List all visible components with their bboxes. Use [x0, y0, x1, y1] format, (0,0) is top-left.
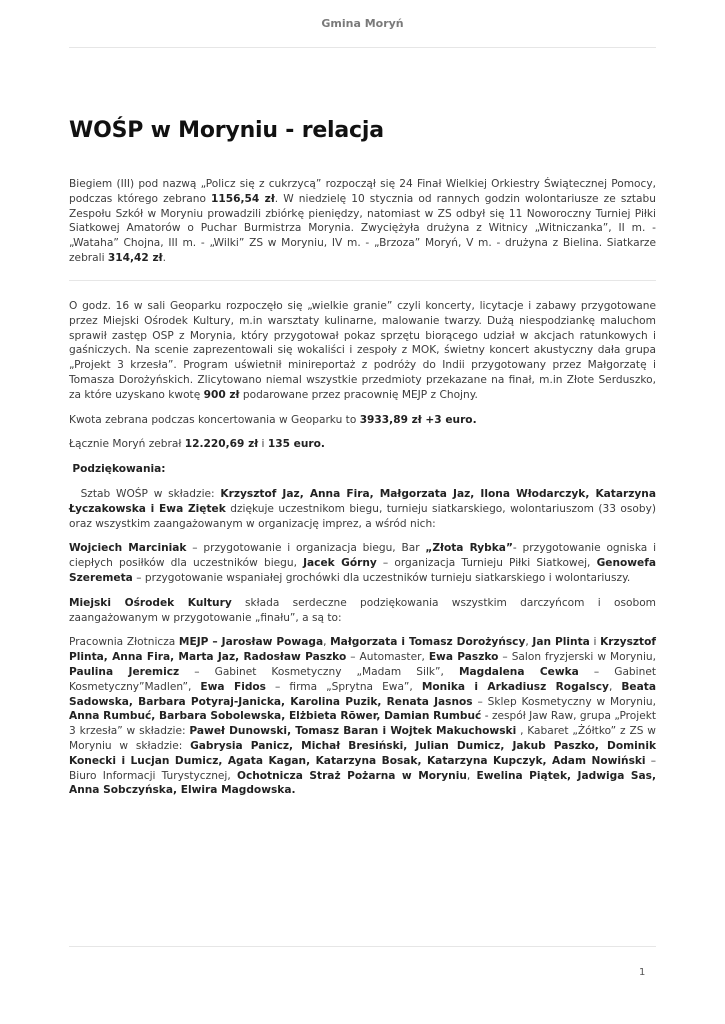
- text: – Gabinet Kosmetyczny”Madlen”,: [69, 665, 656, 693]
- names-bold: Ewelina Piątek, Jadwiga Sas, Anna Sobczyńska, Elwira Magdowska.: [69, 769, 656, 797]
- names-bold: Paweł Dunowski, Tomasz Baran i Wojtek Makuchowski: [189, 725, 517, 738]
- thanks-heading: [69, 462, 656, 477]
- text: - przygotowanie ogniska i ciepłych posiłków dla uczestników biegu,: [69, 542, 657, 570]
- donors-paragraph: [69, 635, 656, 798]
- intro-section: [69, 177, 656, 276]
- header-divider: [69, 47, 656, 48]
- text: i: [258, 438, 268, 451]
- amount-bold: 3933,89 zł +3 euro.: [359, 413, 477, 426]
- names-bold: Małgorzata i Tomasz Dorożyńscy: [330, 636, 526, 649]
- names-bold: Krzysztof Jaz, Anna Fira, Małgorzata Jaz, Ilona Włodarczyk, Katarzyna Łyczakowska i Ewa Ziętek: [69, 487, 656, 515]
- amount-bold: 1156,54 zł: [211, 192, 275, 205]
- names-bold: Jan Plinta: [532, 636, 590, 649]
- text: dziękuje uczestnikom biegu, turnieju siatkarskiego, wolontariuszom (33 osoby) oraz wszystkim zaangażowanym w organizację imprez, a wśród nich:: [69, 502, 656, 530]
- text: ,: [608, 680, 622, 693]
- text: Biegiem (III) pod nazwą „Policz się z cukrzycą” rozpoczął się 24 Finał Wielkiej Orkiestry Świątecznej Pomocy, podczas którego zebrano: [69, 178, 656, 205]
- page-number: 1: [639, 967, 646, 978]
- names-bold: Beata Sadowska, Barbara Potyraj-Janicka, Karolina Puzik, Renata Jasnos: [69, 680, 656, 708]
- names-bold: Ewa Paszko: [428, 651, 499, 664]
- page-title: WOŚP w Moryniu - relacja: [69, 118, 384, 143]
- text: – przygotowanie i organizacja biegu, Bar: [186, 542, 426, 555]
- names-bold: Genowefa Szeremeta: [69, 557, 656, 584]
- amount-bold: 900 zł: [203, 388, 240, 401]
- names-bold: Anna Rumbuć, Barbara Sobolewska, Elżbieta Rōwer, Damian Rumbuć: [69, 710, 482, 723]
- names-bold: Paulina Jeremicz: [69, 665, 180, 678]
- text: – Salon fryzjerski w Moryniu,: [498, 651, 656, 664]
- text: podarowane przez pracownię MEJP z Chojny.: [239, 388, 478, 401]
- names-bold: Ochotnicza Straż Pożarna w Moryniu: [236, 769, 467, 782]
- text: , Kabaret „Żółtko” z ZS w Moryniu w składzie:: [69, 725, 656, 752]
- names-bold: Jacek Górny: [303, 557, 377, 570]
- names-bold: Magdalena Cewka: [458, 665, 579, 678]
- text: Kwota zebrana podczas koncertowania w Geoparku to: [69, 413, 360, 426]
- text: - zespół Jaw Raw, grupa „Projekt 3 krzesła” w składzie:: [69, 710, 657, 738]
- text: ,: [525, 636, 533, 649]
- names-bold: Wojciech Marciniak: [69, 542, 187, 555]
- text: Łącznie Moryń zebrał: [69, 438, 185, 451]
- text: – organizacja Turnieju Piłki Siatkowej,: [376, 557, 597, 570]
- text: Sztab WOŚP w składzie:: [80, 487, 221, 500]
- names-bold: Gabrysia Panicz, Michał Bresiński, Julian Dumicz, Jakub Paszko, Dominik Konecki i Lucjan Dumicz, Agata Kagan, Katarzyna Bosak, Katarzyna Kupczyk, Adam Nowiński: [69, 739, 657, 767]
- names-bold: Monika i Arkadiusz Rogalscy: [421, 680, 609, 693]
- main-section: [69, 299, 656, 808]
- mok-paragraph: [69, 596, 656, 626]
- footer-divider: [69, 946, 656, 947]
- thanks-heading-text: Podziękowania:: [72, 463, 166, 476]
- total-amount-paragraph: [69, 437, 656, 452]
- text: ,: [466, 769, 477, 782]
- names-bold: Krzysztof Plinta, Anna Fira, Marta Jaz, Radosław Paszko: [69, 636, 656, 664]
- amount-bold: 12.220,69 zł: [184, 438, 259, 451]
- text: ,: [323, 636, 331, 649]
- text: O godz. 16 w sali Geoparku rozpoczęło się „wielkie granie” czyli koncerty, licytacje i zabawy przygotowane przez Miejski Ośrodek Kultury, m.in warsztaty kulinarne, malowanie twarzy. Dużą niespodziankę maluchom sprawił zastęp OSP z Morynia, który przygotował pokaz sprzętu biorącego udział w akcjach ratunkowych i gaśniczych. Na scenie zaprezentowali się wokaliści i zespoły z MOK, świetny koncert akustyczny dała grupa „Projekt 3 krzesła”. Program uświetnił minireportaż z podróży do Indii przygotowany przez Małgorzatę i Tomasza Dorożyńskich. Zlicytowano niemal wszystkie przedmioty przekazane na finał, m.in Złote Serduszko, za które uzyskano kwotę: [69, 300, 656, 401]
- names-bold: Ewa Fidos: [200, 680, 266, 693]
- text: – przygotowanie wspaniałej grochówki dla uczestników turnieju siatkarskiego i wolontariuszy.: [132, 571, 631, 584]
- intro-paragraph: [69, 177, 656, 266]
- text: i: [589, 636, 601, 649]
- text: . W niedzielę 10 stycznia od rannych godzin wolontariusze ze sztabu Zespołu Szkół w Moryniu prowadzili zbiórkę pieniędzy, natomiast w ZS odbył się 11 Noworoczny Turniej Piłki Siatkowej Amatorów o Puchar Burmistrza Morynia. Zwyciężyła drużyna z Witnicy „Witniczanka”, II m. - „Wataha” Chojna, III m. - „Wilki” ZS w Moryniu, IV m. - „Brzoza” Moryń, V m. - drużyna z Bielina. Siatkarze zebrali: [69, 192, 656, 264]
- site-name[interactable]: Gmina Moryń: [321, 17, 404, 30]
- text: .: [162, 251, 166, 264]
- text: – Biuro Informacji Turystycznej,: [69, 754, 657, 782]
- people-paragraph: [69, 541, 656, 585]
- names-bold: „Złota Rybka”: [425, 542, 513, 555]
- concert-paragraph: [69, 299, 656, 403]
- amount-bold: 314,42 zł: [107, 251, 163, 264]
- text: składa serdeczne podziękowania wszystkim darczyńcom i osobom zaangażowanym w przygotowanie „finału”, a są to:: [69, 596, 656, 624]
- text: – Automaster,: [346, 651, 429, 664]
- text: – Sklep Kosmetyczny w Moryniu,: [472, 695, 656, 708]
- text: Pracownia Złotnicza: [69, 636, 179, 649]
- text: – Gabinet Kosmetyczny „Madam Silk”,: [179, 665, 459, 678]
- concert-amount-paragraph: [69, 413, 656, 428]
- amount-bold: 135 euro.: [267, 438, 325, 451]
- staff-paragraph: [69, 487, 656, 531]
- section-divider: [69, 280, 656, 281]
- names-bold: Miejski Ośrodek Kultury: [69, 596, 232, 609]
- text: – firma „Sprytna Ewa”,: [266, 680, 422, 693]
- names-bold: MEJP – Jarosław Powaga: [178, 636, 324, 649]
